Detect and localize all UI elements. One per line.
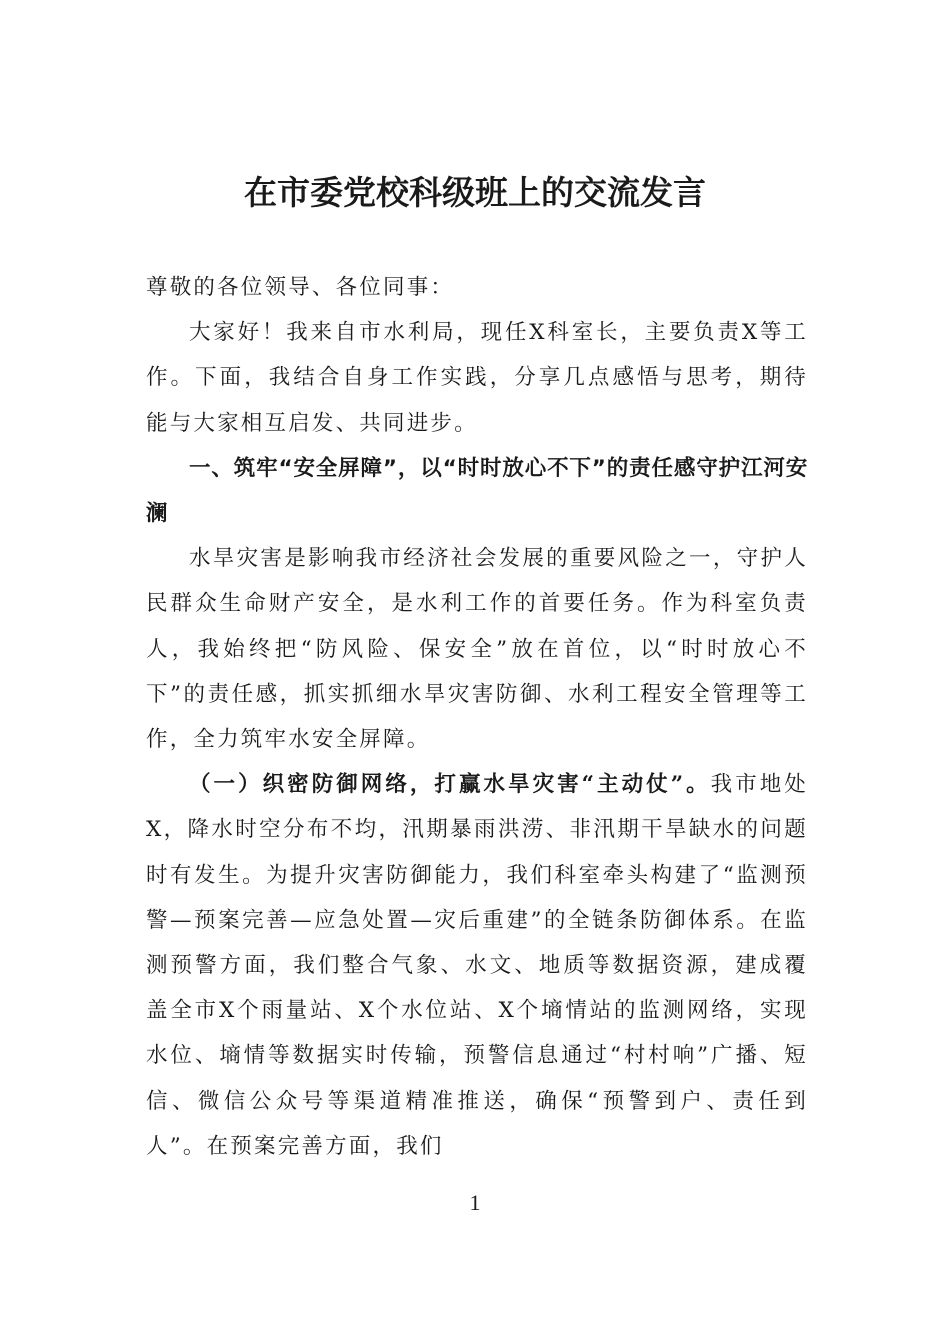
subsection-paragraph <box>146 762 808 1169</box>
subsection-heading: （一）织密防御网络，打赢水旱灾害“主动仗”。 <box>189 772 711 798</box>
intro-paragraph: 大家好！我来自市水利局，现任X科室长，主要负责X等工作。下面，我结合自身工作实践，分享几点感悟与思考，期待能与大家相互启发、共同进步。 <box>146 320 808 436</box>
page-number: 1 <box>469 1190 481 1215</box>
section-heading: 一、筑牢“安全屏障”，以“时时放心不下”的责任感守护江河安澜 <box>146 455 808 527</box>
subsection-text: 我市地处X，降水时空分布不均，汛期暴雨洪涝、非汛期干旱缺水的问题时有发生。为提升灾害防御能力，我们科室牵头构建了“监测预警—预案完善—应急处置—灾后重建”的全链条防御体系。在监测预警方面，我们整合气象、水文、地质等数据资源，建成覆盖全市X个雨量站、X个水位站、X个墒情站的监测网络，实现水位、墒情等数据实时传输，预警信息通过“村村响”广播、短信、微信公众号等渠道精准推送，确保“预警到户、责任到人”。在预案完善方面，我们 <box>146 772 808 1159</box>
document-body <box>146 265 808 1169</box>
salutation: 尊敬的各位领导、各位同事： <box>146 275 455 300</box>
section-paragraph: 水旱灾害是影响我市经济社会发展的重要风险之一，守护人民群众生命财产安全，是水利工作的首要任务。作为科室负责人，我始终把“防风险、保安全”放在首位，以“时时放心不下”的责任感，抓实抓细水旱灾害防御、水利工程安全管理等工作，全力筑牢水安全屏障。 <box>146 546 808 753</box>
document-title: 在市委党校科级班上的交流发言 <box>244 173 706 212</box>
